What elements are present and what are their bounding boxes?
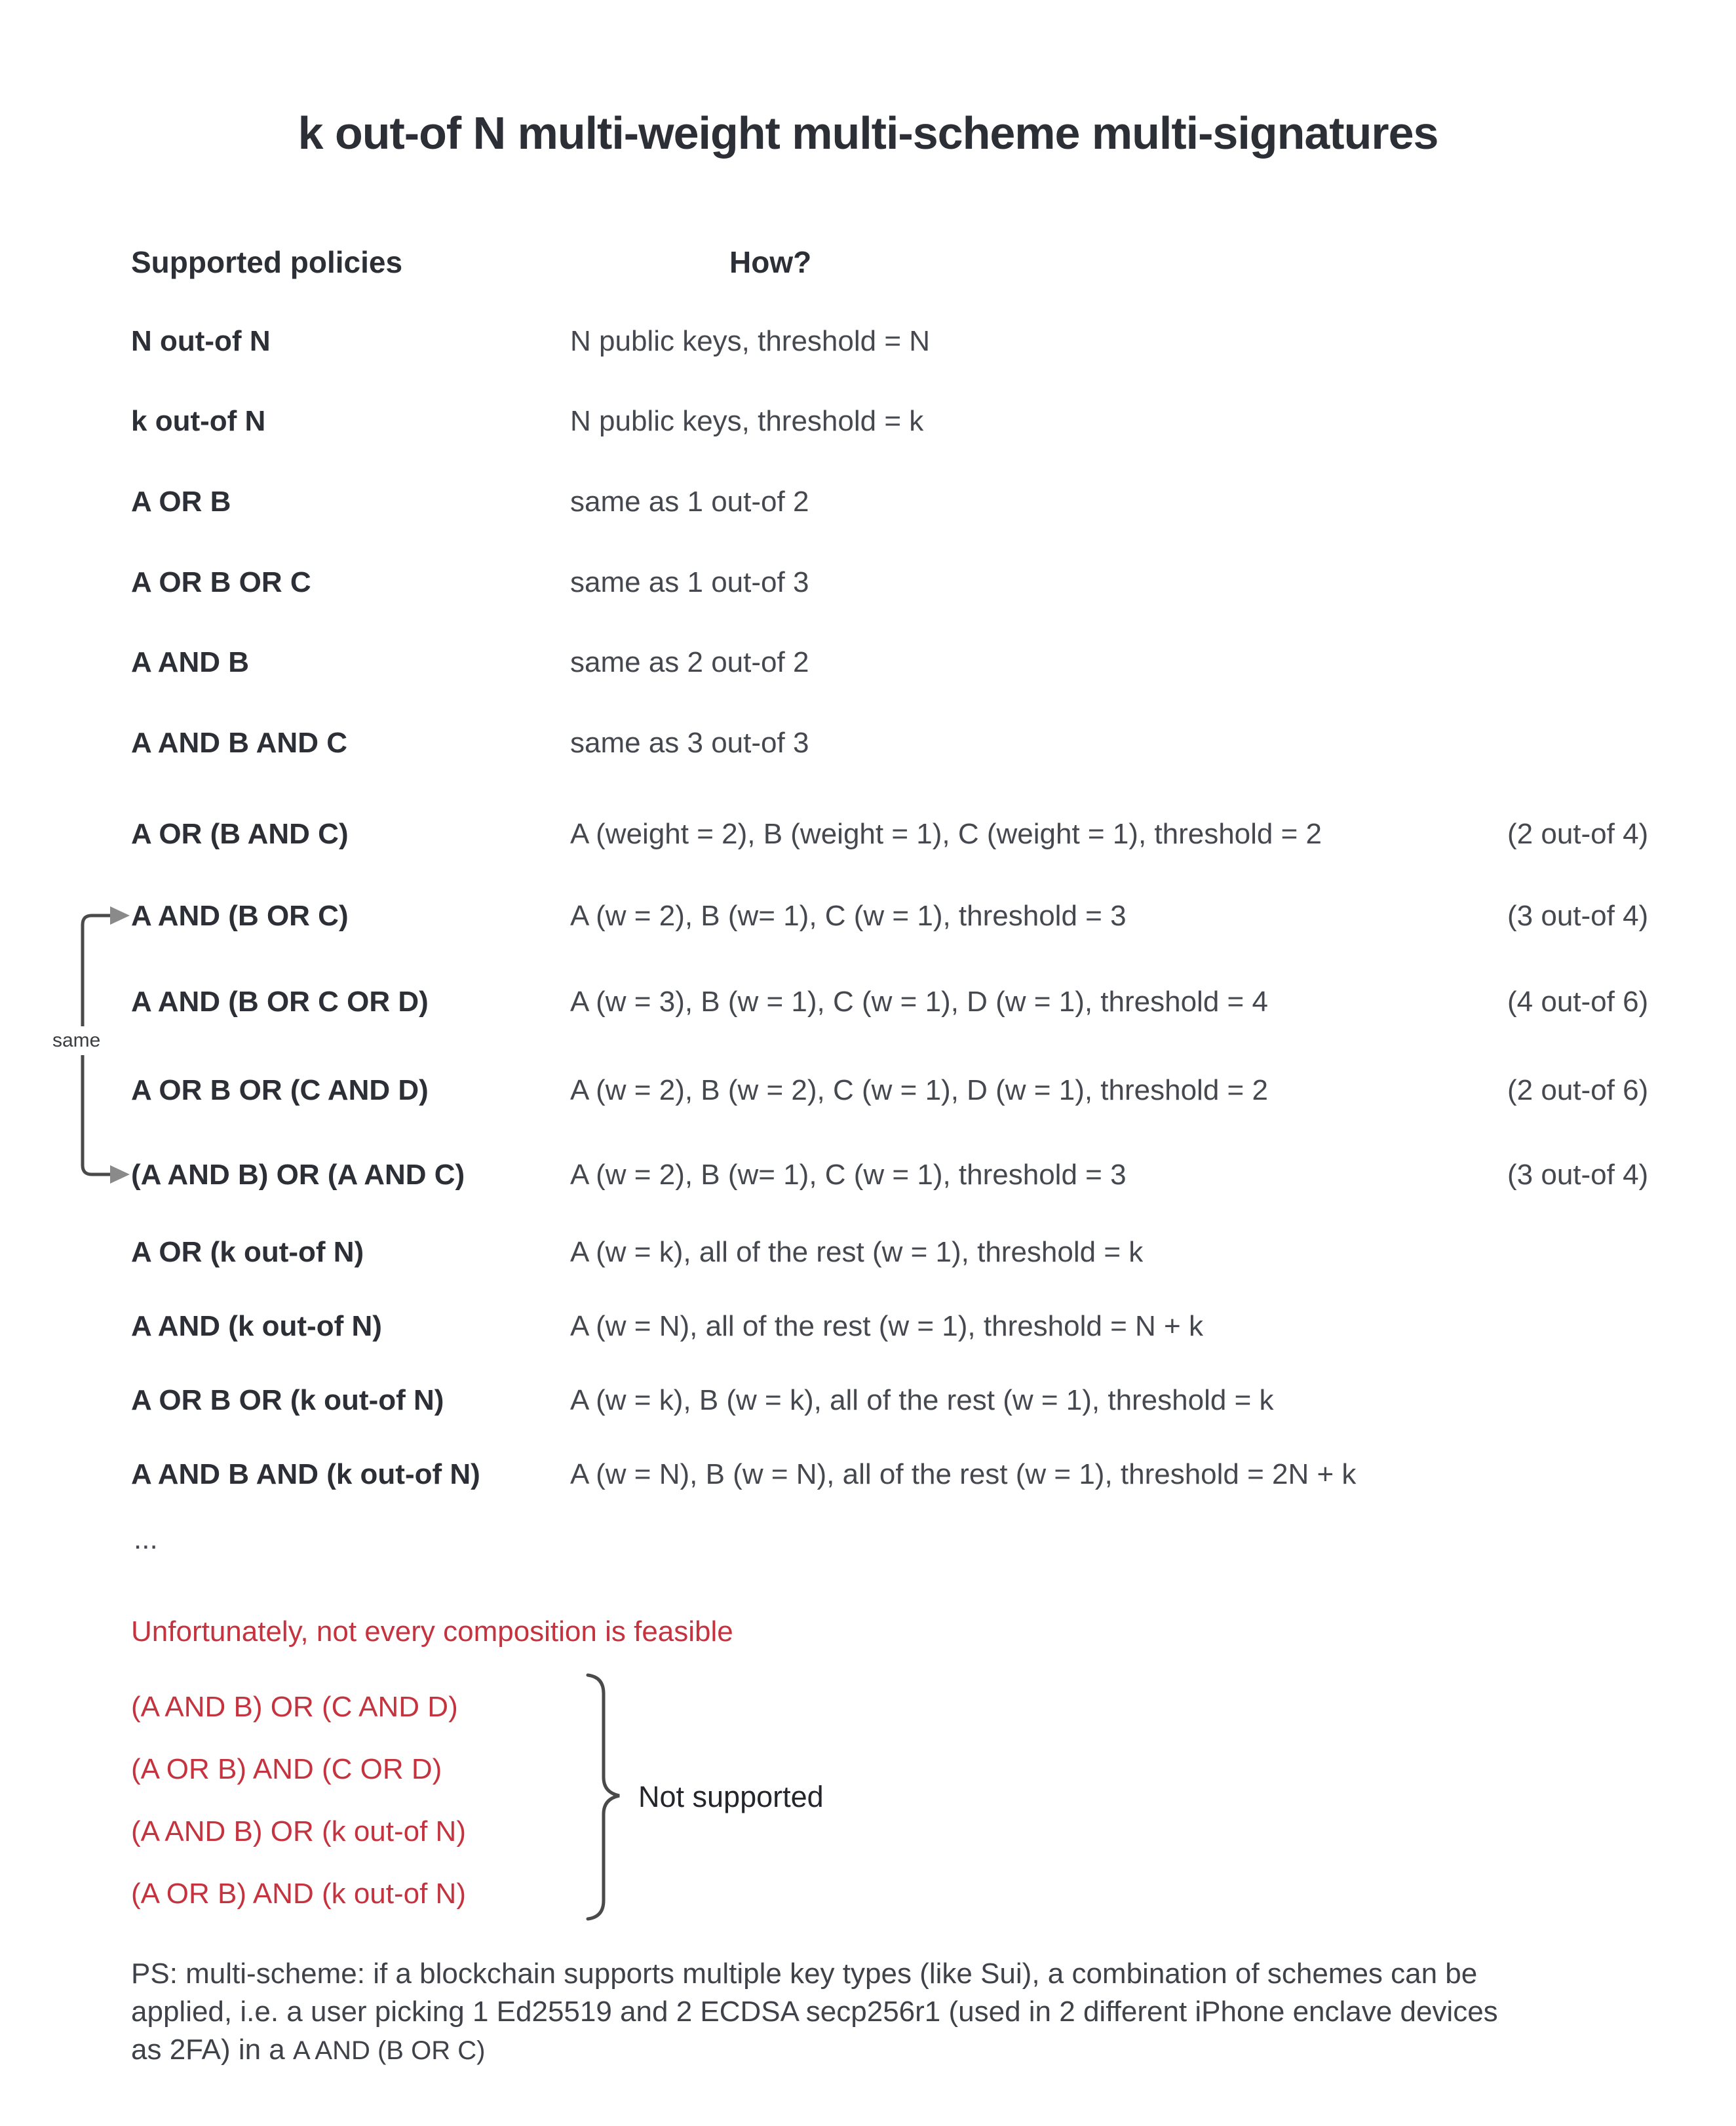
ellipsis: ...	[134, 1523, 158, 1555]
range-text: (3 out-of 4)	[1507, 900, 1649, 932]
policy-label: A OR B	[131, 486, 231, 518]
table-row	[0, 1307, 1736, 1345]
ps-line: PS: multi-scheme: if a blockchain supports multiple key types (like Sui), a combination of schemes can be	[131, 1958, 1478, 1990]
column-header-how: How?	[729, 245, 812, 279]
table-row	[0, 564, 1736, 602]
policy-label: A OR B OR C	[131, 566, 311, 598]
ps-line	[131, 2031, 1691, 2070]
table-row	[0, 983, 1736, 1021]
not-supported-brace	[588, 1675, 619, 1919]
policy-label: A AND B	[131, 646, 250, 678]
policy-label: A OR (B AND C)	[131, 818, 349, 850]
range-text: (4 out-of 6)	[1507, 986, 1649, 1018]
table-row	[0, 815, 1736, 853]
policy-label: A AND (B OR C)	[131, 900, 349, 932]
infeasible-item: (A OR B) AND (C OR D)	[131, 1753, 442, 1785]
policy-label: A AND (B OR C OR D)	[131, 986, 429, 1018]
policy-label: (A AND B) OR (A AND C)	[131, 1159, 465, 1191]
how-text: A (w = 2), B (w= 1), C (w = 1), threshold = 3	[570, 1159, 1127, 1191]
how-text: A (w = k), all of the rest (w = 1), threshold = k	[570, 1236, 1144, 1268]
policy-label: A AND B AND C	[131, 727, 347, 759]
policy-label: N out-of N	[131, 325, 271, 357]
how-text: same as 1 out-of 2	[570, 486, 809, 518]
ps-line: applied, i.e. a user picking 1 Ed25519 and 2 ECDSA secp256r1 (used in 2 different iPhone enclave devices	[131, 1996, 1498, 2028]
infeasible-item: (A AND B) OR (k out-of N)	[131, 1815, 466, 1847]
how-text: N public keys, threshold = k	[570, 405, 924, 437]
how-text: same as 1 out-of 3	[570, 566, 809, 598]
ps-note	[131, 1955, 1691, 2070]
table-row	[0, 1072, 1736, 1110]
how-text: same as 3 out-of 3	[570, 727, 809, 759]
how-text: A (weight = 2), B (weight = 1), C (weight = 1), threshold = 2	[570, 818, 1322, 850]
infeasible-item: (A OR B) AND (k out-of N)	[131, 1878, 466, 1910]
table-row	[0, 1382, 1736, 1420]
how-text: A (w = N), B (w = N), all of the rest (w = 1), threshold = 2N + k	[570, 1458, 1357, 1490]
page-title: k out-of N multi-weight multi-scheme multi-signatures	[298, 107, 1438, 159]
table-row	[0, 1233, 1736, 1271]
not-supported-label: Not supported	[638, 1780, 824, 1813]
policy-label: A OR (k out-of N)	[131, 1236, 364, 1268]
table-row	[0, 644, 1736, 682]
how-text: A (w = N), all of the rest (w = 1), threshold = N + k	[570, 1310, 1203, 1342]
infeasible-item: (A AND B) OR (C AND D)	[131, 1691, 458, 1723]
table-row	[0, 724, 1736, 762]
ps-line-prefix: as 2FA) in a	[131, 2034, 294, 2066]
table-row	[0, 402, 1736, 440]
policy-label: A OR B OR (C AND D)	[131, 1074, 429, 1106]
how-text: N public keys, threshold = N	[570, 325, 931, 357]
table-row	[0, 897, 1736, 935]
range-text: (2 out-of 4)	[1507, 818, 1649, 850]
infeasible-heading: Unfortunately, not every composition is feasible	[131, 1615, 733, 1648]
range-text: (3 out-of 4)	[1507, 1159, 1649, 1191]
how-text: A (w = 2), B (w= 1), C (w = 1), threshold = 3	[570, 900, 1127, 932]
policy-label: A OR B OR (k out-of N)	[131, 1384, 444, 1416]
how-text: A (w = 2), B (w = 2), C (w = 1), D (w = 1), threshold = 2	[570, 1074, 1268, 1106]
policy-label: A AND B AND (k out-of N)	[131, 1458, 480, 1490]
range-text: (2 out-of 6)	[1507, 1074, 1649, 1106]
table-row	[0, 1156, 1736, 1194]
policy-label: k out-of N	[131, 405, 266, 437]
ps-policy: A AND (B OR C)	[293, 2036, 486, 2065]
table-row	[0, 322, 1736, 360]
same-annotation-label: same	[48, 1026, 104, 1055]
table-row	[0, 1456, 1736, 1494]
table-row	[0, 483, 1736, 521]
how-text: A (w = 3), B (w = 1), C (w = 1), D (w = 1), threshold = 4	[570, 986, 1268, 1018]
how-text: A (w = k), B (w = k), all of the rest (w = 1), threshold = k	[570, 1384, 1274, 1416]
column-header-supported-policies: Supported policies	[131, 245, 403, 279]
how-text: same as 2 out-of 2	[570, 646, 809, 678]
policy-label: A AND (k out-of N)	[131, 1310, 382, 1342]
